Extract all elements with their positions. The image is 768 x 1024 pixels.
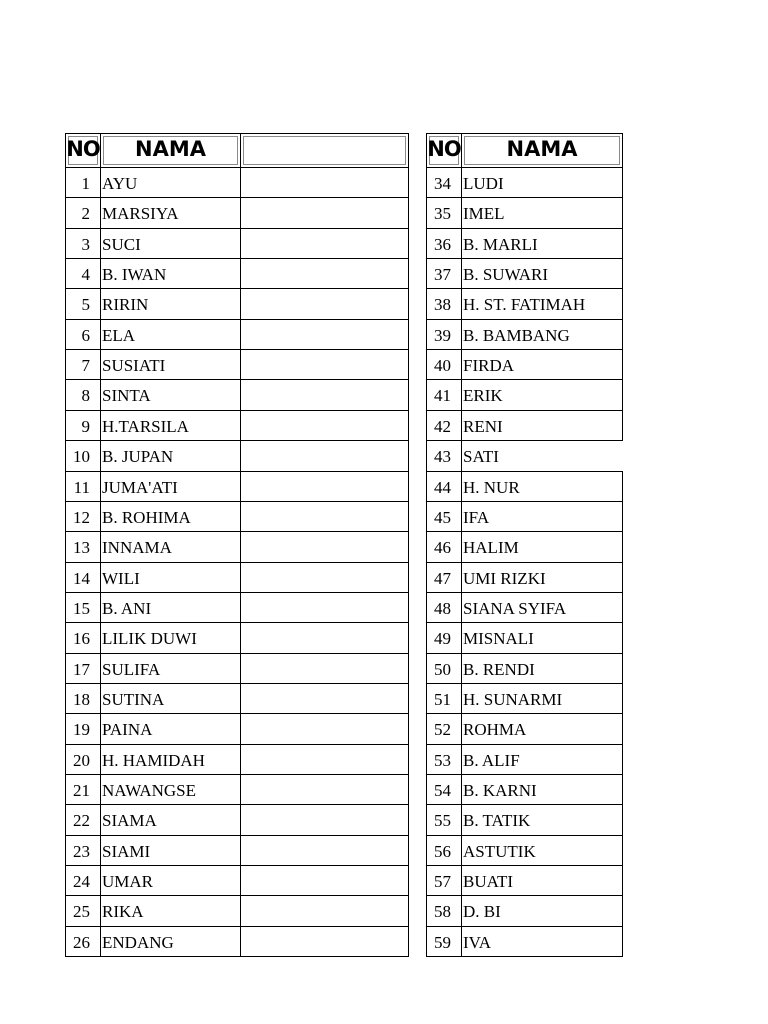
row-number: 34 [426, 167, 462, 198]
row-name: INNAMA [100, 531, 241, 563]
row-name: LILIK DUWI [100, 622, 241, 654]
row-number: 50 [426, 653, 462, 684]
row-name: UMI RIZKI [461, 562, 623, 593]
row-number: 26 [65, 926, 101, 957]
row-number: 13 [65, 531, 101, 563]
row-name: SIAMI [100, 835, 241, 866]
row-name: B. KARNI [461, 774, 623, 805]
row-name: B. IWAN [100, 258, 241, 289]
row-number: 12 [65, 501, 101, 532]
row-number: 9 [65, 410, 101, 441]
row-name: JUMA'ATI [100, 471, 241, 502]
row-number: 23 [65, 835, 101, 866]
row-name: SULIFA [100, 653, 241, 684]
row-number: 53 [426, 744, 462, 775]
row-name: B. ANI [100, 592, 241, 623]
row-name: H. HAMIDAH [100, 744, 241, 775]
row-name: MISNALI [461, 622, 623, 654]
left-header-nama-label: NAMA [135, 137, 206, 161]
row-blank-cell [240, 349, 409, 380]
row-blank-cell [240, 744, 409, 775]
row-blank-cell [240, 410, 409, 441]
row-name: H. SUNARMI [461, 683, 623, 714]
row-name: IMEL [461, 197, 623, 229]
row-blank-cell [240, 228, 409, 259]
row-number: 36 [426, 228, 462, 259]
row-number: 39 [426, 319, 462, 350]
row-name: IFA [461, 501, 623, 532]
row-blank-cell [240, 926, 409, 957]
row-name: H.TARSILA [100, 410, 241, 441]
row-number: 21 [65, 774, 101, 805]
row-number: 11 [65, 471, 101, 502]
row-number: 1 [65, 167, 101, 198]
row-number: 35 [426, 197, 462, 229]
row-name: SIANA SYIFA [461, 592, 623, 623]
row-blank-cell [240, 562, 409, 593]
row-number: 7 [65, 349, 101, 380]
row-number: 18 [65, 683, 101, 714]
right-header-no [426, 133, 462, 168]
row-name: SIAMA [100, 804, 241, 836]
row-number: 10 [65, 440, 101, 472]
row-blank-cell [240, 653, 409, 684]
row-blank-cell [240, 288, 409, 320]
row-name: SUCI [100, 228, 241, 259]
row-name: B. ROHIMA [100, 501, 241, 532]
row-name: ROHMA [461, 713, 623, 745]
row-name: LUDI [461, 167, 623, 198]
row-blank-cell [240, 319, 409, 350]
left-header-blank [240, 133, 409, 168]
row-name: B. TATIK [461, 804, 623, 836]
row-number: 51 [426, 683, 462, 714]
row-name: MARSIYA [100, 197, 241, 229]
row-number: 41 [426, 379, 462, 411]
row-number: 45 [426, 501, 462, 532]
row-number: 56 [426, 835, 462, 866]
row-name: HALIM [461, 531, 623, 563]
row-blank-cell [240, 501, 409, 532]
row-blank-cell [240, 622, 409, 654]
row-number: 24 [65, 865, 101, 896]
row-number: 19 [65, 713, 101, 745]
row-name: SUSIATI [100, 349, 241, 380]
row-name: ENDANG [100, 926, 241, 957]
row-blank-cell [240, 258, 409, 289]
row-name: PAINA [100, 713, 241, 745]
row-number: 40 [426, 349, 462, 380]
row-blank-cell [240, 683, 409, 714]
right-header-nama [461, 133, 623, 168]
row-number: 57 [426, 865, 462, 896]
row-number: 6 [65, 319, 101, 350]
row-blank-cell [240, 440, 409, 472]
row-number: 49 [426, 622, 462, 654]
right-header-nama-label: NAMA [506, 137, 578, 161]
row-name: RIKA [100, 895, 241, 927]
row-number: 44 [426, 471, 462, 502]
left-header-no [65, 133, 101, 168]
row-blank-cell [240, 895, 409, 927]
row-name: RIRIN [100, 288, 241, 320]
row-number: 54 [426, 774, 462, 805]
row-number: 58 [426, 895, 462, 927]
row-name: ELA [100, 319, 241, 350]
row-number: 15 [65, 592, 101, 623]
row-blank-cell [240, 804, 409, 836]
row-name: H. ST. FATIMAH [461, 288, 623, 320]
row-name: D. BI [461, 895, 623, 927]
row-number: 59 [426, 926, 462, 957]
row-name: B. JUPAN [100, 440, 241, 472]
row-number: 46 [426, 531, 462, 563]
row-name: AYU [100, 167, 241, 198]
row-number: 8 [65, 379, 101, 411]
left-header-nama [100, 133, 241, 168]
row-name: RENI [461, 410, 623, 441]
row-number: 48 [426, 592, 462, 623]
row-name: B. BAMBANG [461, 319, 623, 350]
row-number: 37 [426, 258, 462, 289]
row-name: H. NUR [461, 471, 623, 502]
row-name: SINTA [100, 379, 241, 411]
row-name: NAWANGSE [100, 774, 241, 805]
row-name: SUTINA [100, 683, 241, 714]
row-name: B. RENDI [461, 653, 623, 684]
row-blank-cell [240, 379, 409, 411]
row-number: 20 [65, 744, 101, 775]
row-blank-cell [240, 531, 409, 563]
row-number: 25 [65, 895, 101, 927]
row-number: 2 [65, 197, 101, 229]
row-blank-cell [240, 471, 409, 502]
row-name: BUATI [461, 865, 623, 896]
left-header-no-label: NO [66, 137, 100, 161]
row-number: 14 [65, 562, 101, 593]
row-name: IVA [461, 926, 623, 957]
row-name: UMAR [100, 865, 241, 896]
row-number: 42 [426, 410, 462, 441]
row-blank-cell [240, 592, 409, 623]
row-number: 52 [426, 713, 462, 745]
row-number: 3 [65, 228, 101, 259]
row-number: 38 [426, 288, 462, 320]
row-name: WILI [100, 562, 241, 593]
row-name: B. MARLI [461, 228, 623, 259]
row-number: 17 [65, 653, 101, 684]
row-number: 47 [426, 562, 462, 593]
row-name: ASTUTIK [461, 835, 623, 866]
row-name: B. SUWARI [461, 258, 623, 289]
row-name: FIRDA [461, 349, 623, 380]
row-number: 4 [65, 258, 101, 289]
row-name: ERIK [461, 379, 623, 411]
row-blank-cell [240, 774, 409, 805]
row-name: SATI [461, 440, 623, 472]
row-number: 5 [65, 288, 101, 320]
row-number: 55 [426, 804, 462, 836]
row-number: 16 [65, 622, 101, 654]
row-blank-cell [240, 713, 409, 745]
row-number: 43 [426, 440, 462, 472]
row-blank-cell [240, 167, 409, 198]
row-number: 22 [65, 804, 101, 836]
row-blank-cell [240, 865, 409, 896]
row-blank-cell [240, 835, 409, 866]
row-blank-cell [240, 197, 409, 229]
row-name: B. ALIF [461, 744, 623, 775]
right-header-no-label: NO [427, 137, 461, 161]
